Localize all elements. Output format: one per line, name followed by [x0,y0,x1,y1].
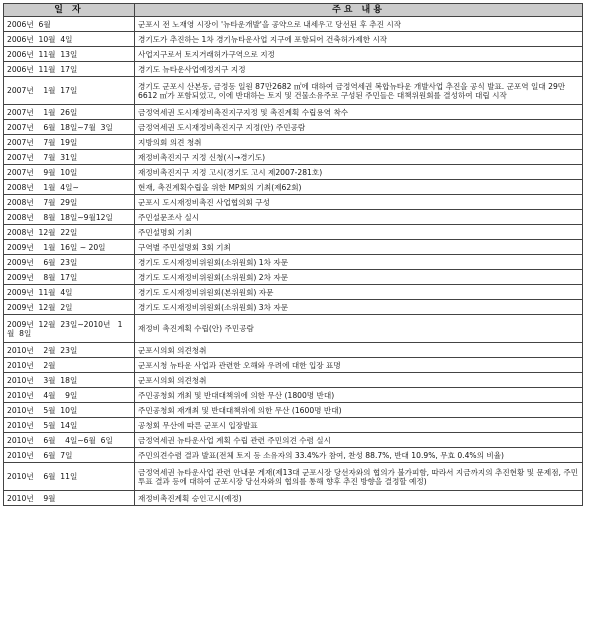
content-column-header: 주요 내용 [135,4,583,17]
content-cell: 경기도 군포시 산본동, 금정동 일원 87만2682 ㎡에 대하여 금정역세권 복합뉴타운 개발사업 추진을 공식 발표. 군포역 일대 29만6612 ㎡가 포함되었고, 이에 반대하는 토지 및 건물소유주로 구성된 주민들은 대책위원회를 결성하여 대립 시작 [135,77,583,105]
table-row [4,315,583,343]
content-cell: 경기도가 추진하는 1차 경기뉴타운사업 지구에 포함되어 건축허가제한 시작 [135,32,583,47]
table-row [4,285,583,300]
table-row [4,300,583,315]
date-cell: 2008년 1월 4일~ [4,180,135,195]
content-cell: 사업지구로서 토지거래허가구역으로 지정 [135,47,583,62]
content-cell: 금정역세권 뉴타운사업 관련 안내문 게재(제13대 군포시장 당선자와의 협의가 불가피함, 따라서 지금까지의 추진현황 및 문제점, 주민투표 결과 등에 대하여 군포시장 당선자와의 협의를 통해 향후 추진 방향을 결정할 예정) [135,463,583,491]
date-cell: 2009년 1월 16일 ~ 20일 [4,240,135,255]
content-cell: 주민공청회 개최 및 반대대책위에 의한 무산 (1800명 반대) [135,388,583,403]
content-cell: 군포시 전 노재영 시장이 '뉴타운개발'을 공약으로 내세우고 당선된 후 추진 시작 [135,17,583,32]
table-row [4,77,583,105]
table-row [4,388,583,403]
content-cell: 금정역세권 뉴타운사업 계획 수립 관련 주민의견 수렴 실시 [135,433,583,448]
date-cell: 2010년 3월 18일 [4,373,135,388]
table-row [4,255,583,270]
table-row [4,62,583,77]
content-cell: 경기도 뉴타운사업예정지구 지정 [135,62,583,77]
date-cell: 2010년 6월 7일 [4,448,135,463]
date-cell: 2009년 6월 23일 [4,255,135,270]
date-cell: 2010년 6월 4일~6월 6일 [4,433,135,448]
content-cell: 경기도 도시재정비위원회(소위원회) 3차 자문 [135,300,583,315]
table-row [4,105,583,120]
table-row [4,270,583,285]
content-cell: 경기도 도시재정비위원회(소위원회) 2차 자문 [135,270,583,285]
content-cell: 경기도 도시재정비위원회(소위원회) 1차 자문 [135,255,583,270]
date-cell: 2007년 1월 17일 [4,77,135,105]
content-cell: 구역별 주민설명회 3회 기최 [135,240,583,255]
table-row [4,358,583,373]
date-cell: 2009년 8월 17일 [4,270,135,285]
date-cell: 2007년 6월 18일~7월 3일 [4,120,135,135]
table-body [4,17,583,506]
table-row [4,418,583,433]
date-cell: 2006년 11월 13일 [4,47,135,62]
date-cell: 2009년 12월 23일~2010년 1 월 8일 [4,315,135,343]
table-row [4,17,583,32]
table-row [4,403,583,418]
content-cell: 군포시청 뉴타운 사업과 관련한 오해와 우려에 대한 입장 표명 [135,358,583,373]
timeline-table [3,3,583,506]
content-cell: 주민공청회 재개최 및 반대대책위에 의한 무산 (1600명 반대) [135,403,583,418]
date-column-header: 일 자 [4,4,135,17]
header-row [4,4,583,17]
content-cell: 군포시의회 의견청취 [135,373,583,388]
table-row [4,150,583,165]
table-row [4,373,583,388]
content-cell: 재정비촉진지구 지정 고시(경기도 고시 제2007-281호) [135,165,583,180]
date-cell: 2006년 6월 [4,17,135,32]
date-cell: 2009년 11월 4일 [4,285,135,300]
date-cell: 2010년 4월 9일 [4,388,135,403]
date-cell: 2007년 7월 31일 [4,150,135,165]
date-cell: 2010년 2월 [4,358,135,373]
table-row [4,180,583,195]
content-cell: 주민설명회 기최 [135,225,583,240]
table-header [4,4,583,17]
table-row [4,463,583,491]
content-cell: 재정비촉진지구 지정 신청(시→경기도) [135,150,583,165]
table-row [4,32,583,47]
table-row [4,240,583,255]
content-cell: 금정역세권 도시재정비촉진지구지정 및 촉진계획 수립용역 착수 [135,105,583,120]
content-cell: 공청회 무산에 따른 군포시 입장발표 [135,418,583,433]
content-cell: 재정비촉진계획 승인고시(예정) [135,491,583,506]
date-cell: 2010년 5월 14일 [4,418,135,433]
date-cell: 2007년 1월 26일 [4,105,135,120]
content-cell: 군포시의회 의견청취 [135,343,583,358]
content-cell: 경기도 도시재정비위원회(본위원회) 자문 [135,285,583,300]
table-row [4,195,583,210]
content-cell: 재정비 촉진계획 수립(안) 주민공람 [135,315,583,343]
content-cell: 현재, 촉진계획수립을 위한 MP회의 기최(제62회) [135,180,583,195]
content-cell: 주민의견수렴 결과 발표(전체 토지 등 소유자의 33.4%가 참여, 찬성 88.7%, 반대 10.9%, 무효 0.4%의 비율) [135,448,583,463]
table-row [4,343,583,358]
date-cell: 2010년 2월 23일 [4,343,135,358]
date-cell: 2010년 6월 11일 [4,463,135,491]
content-cell: 금정역세권 도시재정비촉진지구 지정(안) 주민공람 [135,120,583,135]
date-cell: 2006년 11월 17일 [4,62,135,77]
date-cell: 2008년 8월 18일~9월12일 [4,210,135,225]
table-row [4,225,583,240]
date-cell: 2008년 7월 29일 [4,195,135,210]
date-cell: 2007년 7월 19일 [4,135,135,150]
table-row [4,165,583,180]
date-cell: 2010년 9월 [4,491,135,506]
table-row [4,135,583,150]
date-cell: 2010년 5월 10일 [4,403,135,418]
date-cell: 2007년 9월 10일 [4,165,135,180]
content-cell: 군포시 도시재정비촉진 사업협의회 구성 [135,195,583,210]
content-cell: 주민설문조사 실시 [135,210,583,225]
table-row [4,491,583,506]
table-row [4,448,583,463]
timeline-document [3,3,583,506]
table-row [4,120,583,135]
date-cell: 2009년 12월 2일 [4,300,135,315]
table-row [4,47,583,62]
table-row [4,210,583,225]
date-cell: 2006년 10월 4일 [4,32,135,47]
table-row [4,433,583,448]
content-cell: 지방의회 의견 청취 [135,135,583,150]
date-cell: 2008년 12월 22일 [4,225,135,240]
